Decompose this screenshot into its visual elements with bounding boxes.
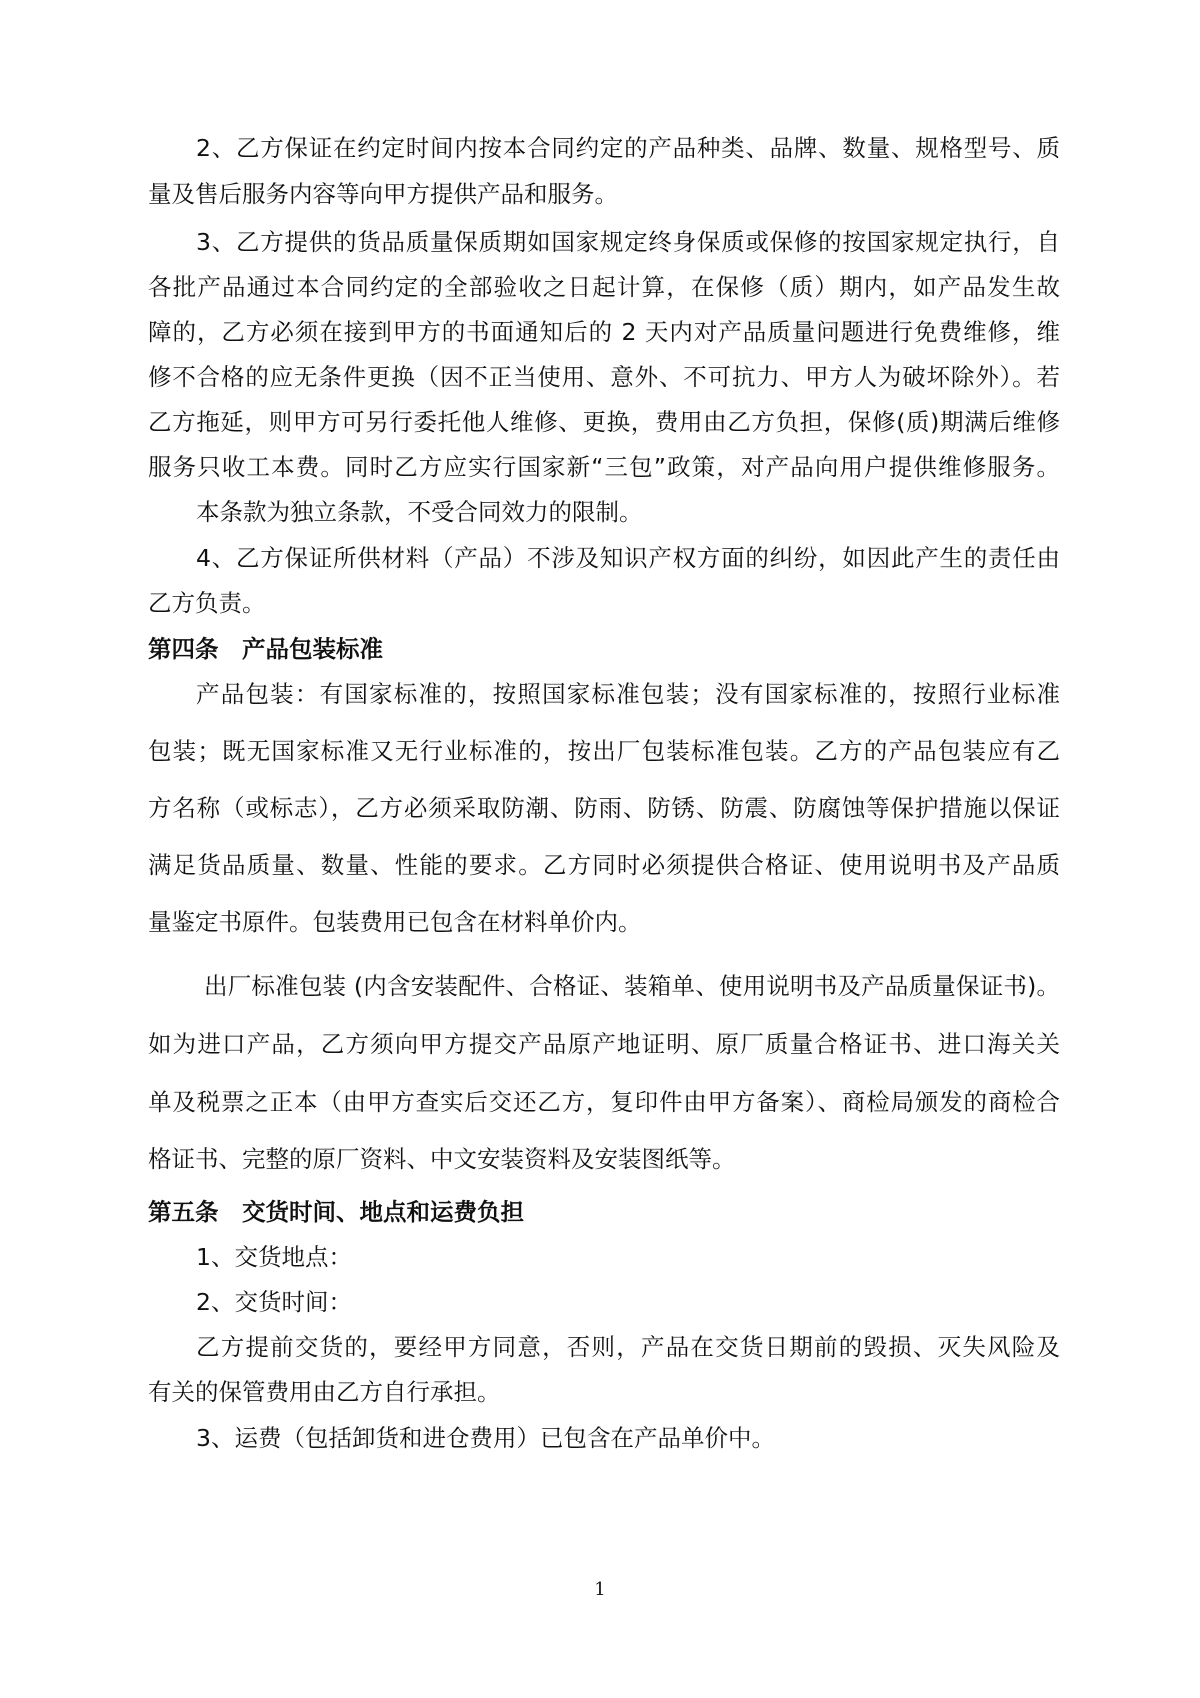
- clause-3-3-line-5: 乙方拖延，则甲方可另行委托他人维修、更换，费用由乙方负担，保修(质)期满后维修: [148, 408, 1060, 436]
- article-4-para-line-5: 量鉴定书原件。包装费用已包含在材料单价内。: [148, 908, 642, 936]
- article-5-heading: 第五条 交货时间、地点和运费负担: [148, 1198, 524, 1226]
- article-4-heading: 第四条 产品包装标准: [148, 635, 383, 663]
- clause-3-3-line-3: 障的，乙方必须在接到甲方的书面通知后的 2 天内对产品质量问题进行免费维修，维: [148, 318, 1060, 346]
- article-4-para-line-2: 包装；既无国家标准又无行业标准的，按出厂包装标准包装。乙方的产品包装应有乙: [148, 737, 1060, 765]
- independent-clause-note: 本条款为独立条款，不受合同效力的限制。: [196, 498, 643, 526]
- article-4-para-line-3: 方名称（或标志），乙方必须采取防潮、防雨、防锈、防震、防腐蚀等保护措施以保证: [148, 794, 1060, 822]
- clause-3-3-line-6: 服务只收工本费。同时乙方应实行国家新“三包”政策，对产品向用户提供维修服务。: [148, 453, 1060, 481]
- page-number: 1: [594, 1579, 606, 1600]
- freight-clause: 3、运费（包括卸货和进仓费用）已包含在产品单价中。: [196, 1424, 775, 1452]
- factory-packaging-line-3: 单及税票之正本（由甲方查实后交还乙方，复印件由甲方备案）、商检局颁发的商检合: [148, 1088, 1060, 1116]
- clause-3-4-line-2: 乙方负责。: [148, 589, 266, 617]
- article-4-para-line-1: 产品包装：有国家标准的，按照国家标准包装；没有国家标准的，按照行业标准: [196, 680, 1060, 708]
- clause-3-4-line-1: 4、乙方保证所供材料（产品）不涉及知识产权方面的纠纷，如因此产生的责任由: [196, 544, 1060, 572]
- delivery-time: 2、交货时间：: [196, 1288, 352, 1316]
- clause-3-3-line-4: 修不合格的应无条件更换（因不正当使用、意外、不可抗力、甲方人为破坏除外）。若: [148, 363, 1060, 391]
- factory-packaging-line-4: 格证书、完整的原厂资料、中文安装资料及安装图纸等。: [148, 1145, 736, 1173]
- factory-packaging-line-1: 出厂标准包装 (内含安装配件、合格证、装箱单、使用说明书及产品质量保证书)。: [204, 972, 1060, 1000]
- clause-3-2-line-1: 2、乙方保证在约定时间内按本合同约定的产品种类、品牌、数量、规格型号、质: [196, 134, 1060, 162]
- clause-3-3-line-1: 3、乙方提供的货品质量保质期如国家规定终身保质或保修的按国家规定执行，自: [196, 228, 1060, 256]
- early-delivery-line-2: 有关的保管费用由乙方自行承担。: [148, 1378, 501, 1406]
- article-4-para-line-4: 满足货品质量、数量、性能的要求。乙方同时必须提供合格证、使用说明书及产品质: [148, 851, 1060, 879]
- delivery-location: 1、交货地点：: [196, 1243, 352, 1271]
- factory-packaging-line-2: 如为进口产品，乙方须向甲方提交产品原产地证明、原厂质量合格证书、进口海关关: [148, 1030, 1060, 1058]
- clause-3-2-line-2: 量及售后服务内容等向甲方提供产品和服务。: [148, 180, 618, 208]
- clause-3-3-line-2: 各批产品通过本合同约定的全部验收之日起计算，在保修（质）期内，如产品发生故: [148, 273, 1060, 301]
- early-delivery-line-1: 乙方提前交货的，要经甲方同意，否则，产品在交货日期前的毁损、灭失风险及: [196, 1333, 1060, 1361]
